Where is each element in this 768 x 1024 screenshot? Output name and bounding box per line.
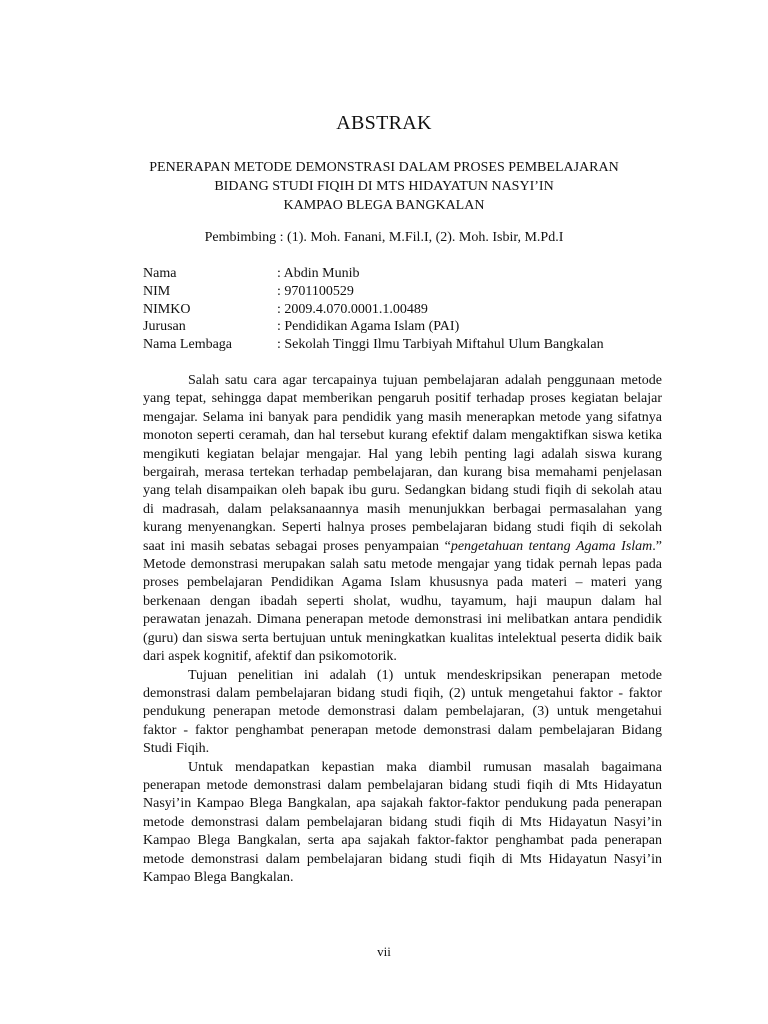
identity-row-nimko (143, 301, 663, 319)
thesis-title-line: BIDANG STUDI FIQIH DI MTS HIDAYATUN NASYI’IN (214, 179, 554, 194)
thesis-title (110, 158, 658, 215)
identity-label: Nama Lembaga (143, 337, 233, 353)
abstract-paragraph-1 (143, 372, 662, 667)
abstract-body (143, 372, 662, 887)
identity-row-lembaga (143, 336, 663, 354)
paragraph-text: .” Metode demonstrasi merupakan salah satu metode mengajar yang tidak pernah lepas pada proses pembelajaran Pendidikan Agama Islam khususnya pada materi – materi yang berkenaan dengan ibadah seperti sholat, wudhu, tayamum, haji maupun dalam hal perawatan jenazah. Dimana penerapan metode demonstrasi ini melibatkan antara pendidik (guru) dan siswa serta bertujuan untuk meningkatkan kualitas intelektual peserta didik baik dari aspek kognitif, afektif dan psikomotorik. (143, 538, 662, 665)
identity-value: : Abdin Munib (277, 266, 360, 281)
page-number: vii (377, 944, 391, 959)
thesis-title-line: PENERAPAN METODE DEMONSTRASI DALAM PROSES PEMBELAJARAN (149, 160, 619, 175)
identity-row-jurusan (143, 318, 663, 336)
abstract-paragraph-3: Untuk mendapatkan kepastian maka diambil rumusan masalah bagaimana penerapan metode demonstrasi dalam pembelajaran bidang studi fiqih di Mts Hidayatun Nasyi’in Kampao Blega Bangkalan, apa sajakah faktor-faktor pendukung pada penerapan metode demonstrasi dalam pembelajaran bidang studi fiqih di Mts Hidayatun Nasyi’in Kampao Blega Bangkalan, serta apa sajakah faktor-faktor penghambat pada penerapan metode demonstrasi dalam pembelajaran bidang studi fiqih di Mts Hidayatun Nasyi’in Kampao Blega Bangkalan. (143, 759, 662, 885)
identity-row-nim (143, 283, 663, 301)
abstract-paragraph-2: Tujuan penelitian ini adalah (1) untuk mendeskripsikan penerapan metode demonstrasi dalam pembelajaran bidang studi fiqih, (2) untuk mengetahui faktor - faktor pendukung penerapan metode demonstrasi dalam pembelajaran, (3) untuk mengetahui faktor - faktor penghambat penerapan metode demonstrasi dalam pembelajaran Bidang Studi Fiqih. (143, 667, 662, 757)
paragraph-text: Salah satu cara agar tercapainya tujuan pembelajaran adalah penggunaan metode yang tepat, sehingga dapat memberikan pengaruh positif terhadap proses kegiatan belajar mengajar. Selama ini banyak para pendidik yang masih menerapkan metode yang sifatnya monoton seperti ceramah, dan hal tersebut kurang efektif dalam mengaktifkan siswa ketika mengikuti kegiatan belajar mengajar. Hal yang lebih penting lagi adalah siswa kurang bergairah, merasa tertekan terhadap pembelajaran, dan kurang bisa memahami penjelasan yang telah disampaikan oleh bapak ibu guru. Sedangkan bidang studi fiqih di sekolah atau di madrasah, dalam pelaksanaannya masih menunjukkan berbagai permasalahan yang kurang menyenangkan. Seperti halnya proses pembelajaran bidang studi fiqih di sekolah saat ini masih sebatas sebagai proses penyampaian “ (143, 373, 662, 554)
page-title: ABSTRAK (336, 112, 432, 134)
identity-table (143, 265, 663, 354)
identity-value: : 2009.4.070.0001.1.00489 (277, 301, 428, 317)
identity-label: NIM (143, 283, 171, 299)
identity-row-name (143, 265, 663, 283)
identity-label: Nama (143, 266, 177, 281)
italic-phrase: pengetahuan tentang Agama Islam (450, 538, 653, 554)
identity-label: NIMKO (143, 301, 191, 317)
identity-value: : Sekolah Tinggi Ilmu Tarbiyah Miftahul Ulum Bangkalan (277, 337, 604, 353)
thesis-title-line: KAMPAO BLEGA BANGKALAN (283, 198, 485, 213)
identity-label: Jurusan (143, 319, 186, 335)
advisor-line: Pembimbing : (1). Moh. Fanani, M.Fil.I, (2). Moh. Isbir, M.Pd.I (204, 230, 564, 245)
identity-value: : Pendidikan Agama Islam (PAI) (277, 319, 460, 335)
identity-value: : 9701100529 (277, 283, 354, 299)
